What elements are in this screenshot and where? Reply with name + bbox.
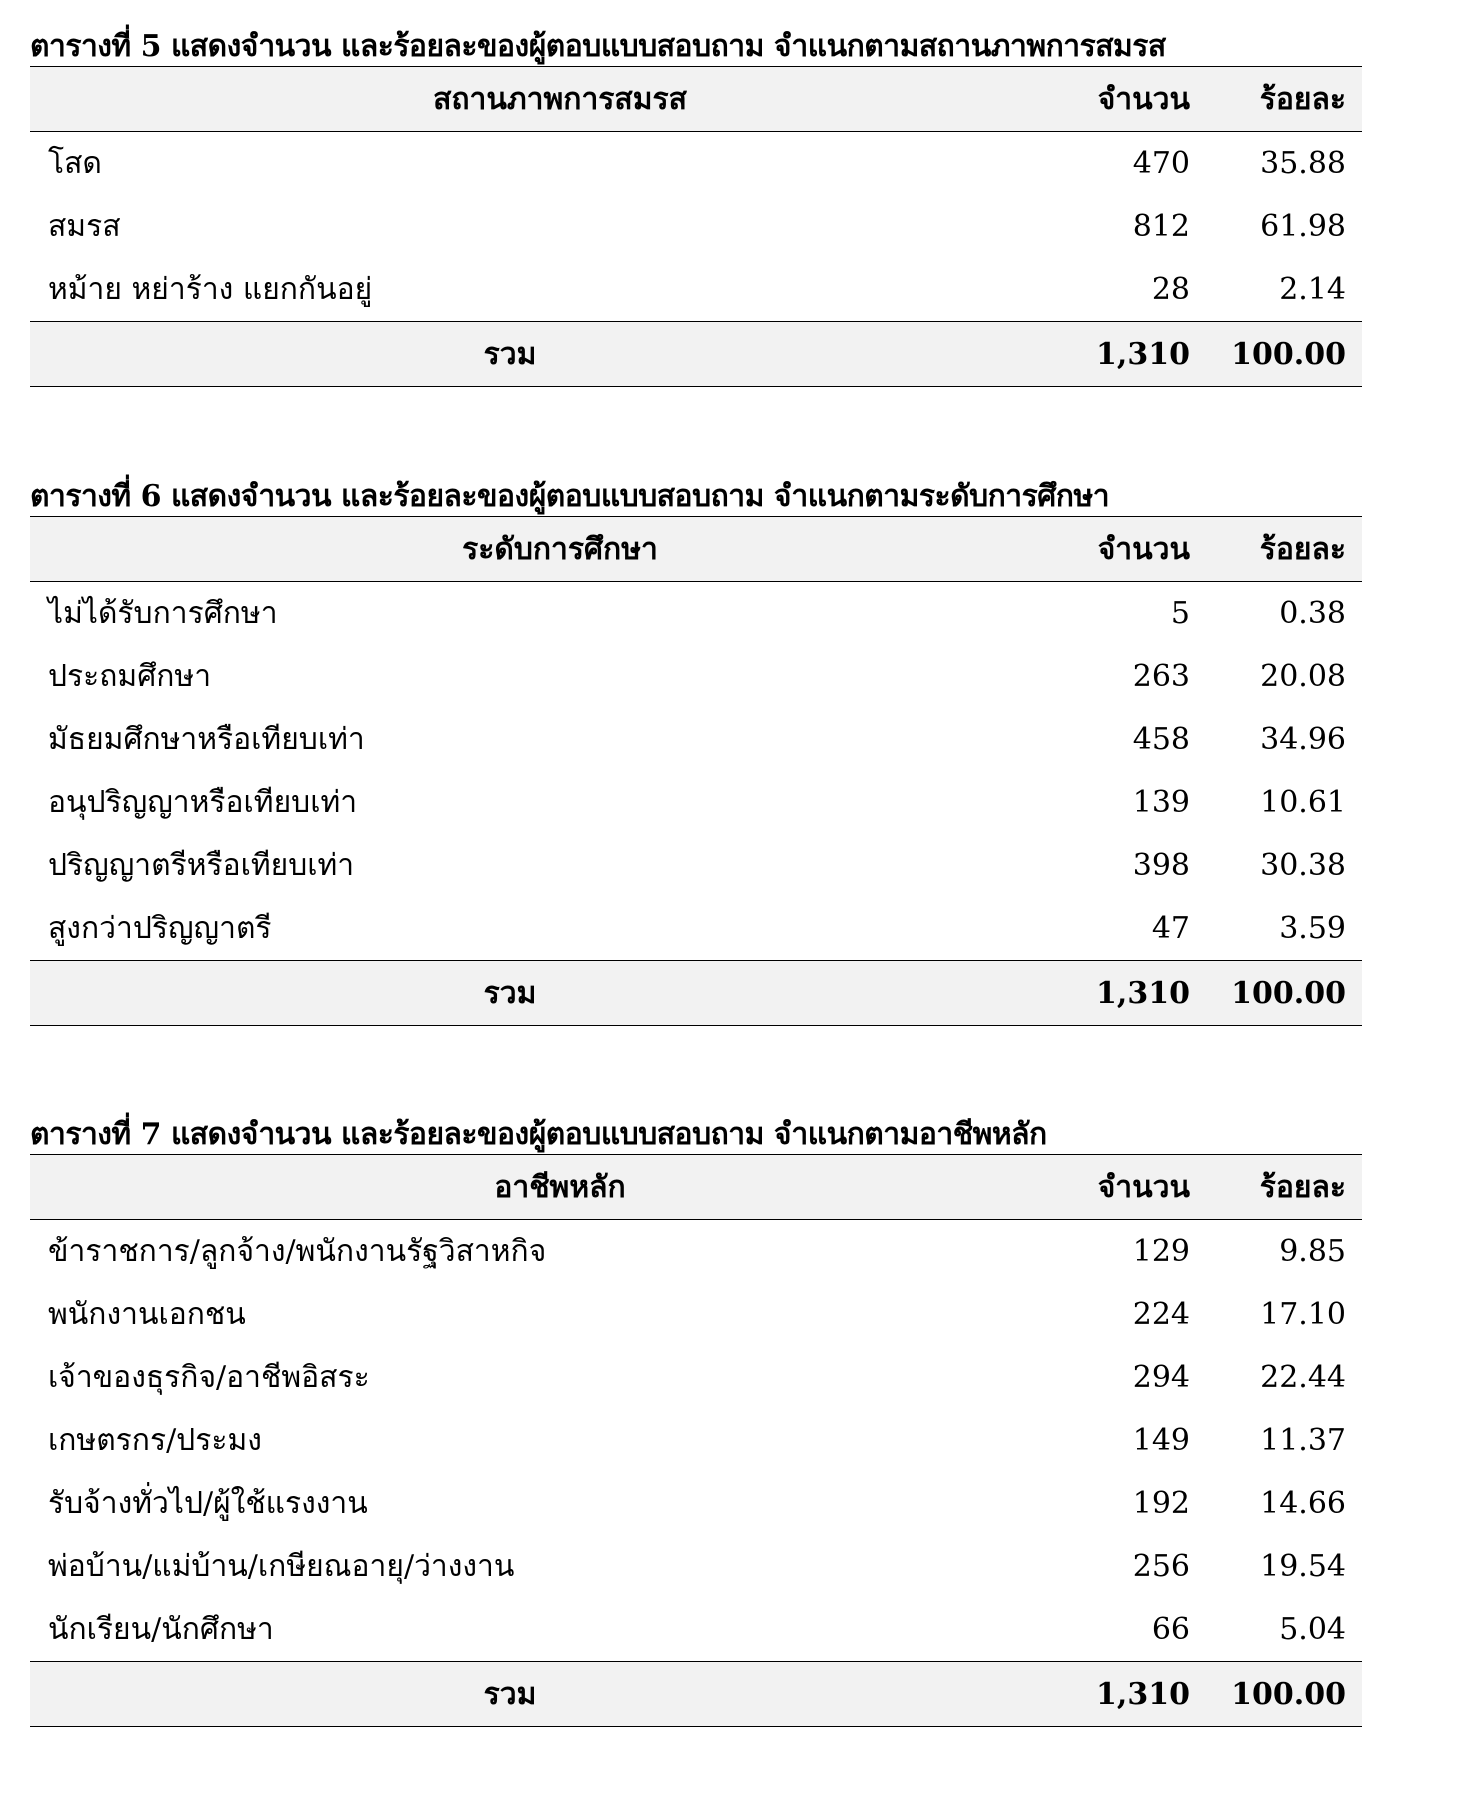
table-row xyxy=(30,708,1362,771)
table-row xyxy=(30,771,1362,834)
row-label: สมรส xyxy=(48,209,121,244)
total-row xyxy=(30,322,1362,387)
table-caption: ตารางที่ 7 แสดงจำนวน และร้อยละของผู้ตอบแบบสอบถาม จำแนกตามอาชีพหลัก xyxy=(30,1117,1047,1152)
row-percent: 10.61 xyxy=(1260,785,1346,820)
row-label: มัธยมศึกษาหรือเทียบเท่า xyxy=(48,722,365,757)
row-count: 66 xyxy=(1151,1612,1190,1647)
column-header-percent: ร้อยละ xyxy=(1259,531,1346,567)
table-row xyxy=(30,1598,1362,1662)
row-count: 47 xyxy=(1151,911,1190,946)
row-count: 263 xyxy=(1132,659,1190,694)
total-percent: 100.00 xyxy=(1231,336,1346,372)
table-caption: ตารางที่ 6 แสดงจำนวน และร้อยละของผู้ตอบแบบสอบถาม จำแนกตามระดับการศึกษา xyxy=(30,479,1110,514)
total-count: 1,310 xyxy=(1096,336,1190,372)
row-percent: 19.54 xyxy=(1260,1549,1346,1584)
table-caption: ตารางที่ 5 แสดงจำนวน และร้อยละของผู้ตอบแบบสอบถาม จำแนกตามสถานภาพการสมรส xyxy=(30,29,1166,64)
total-label: รวม xyxy=(483,336,537,372)
row-label: รับจ้างทั่วไป/ผู้ใช้แรงงาน xyxy=(48,1486,368,1521)
row-percent: 35.88 xyxy=(1260,146,1346,181)
row-count: 458 xyxy=(1132,722,1190,757)
table-education-level xyxy=(30,478,1362,1026)
column-header-count: จำนวน xyxy=(1097,531,1190,567)
row-percent: 20.08 xyxy=(1260,659,1346,694)
table-row xyxy=(30,132,1362,196)
column-header-category: สถานภาพการสมรส xyxy=(433,81,687,117)
table-row xyxy=(30,195,1362,258)
row-label: สูงกว่าปริญญาตรี xyxy=(48,911,272,946)
table-row xyxy=(30,834,1362,897)
row-percent: 30.38 xyxy=(1260,848,1346,883)
row-label: นักเรียน/นักศึกษา xyxy=(48,1612,274,1647)
table-row xyxy=(30,1346,1362,1409)
column-header-count: จำนวน xyxy=(1097,1169,1190,1205)
row-percent: 9.85 xyxy=(1279,1234,1346,1269)
table-row xyxy=(30,1220,1362,1284)
row-label: โสด xyxy=(48,146,102,181)
row-count: 224 xyxy=(1132,1297,1190,1332)
data-table xyxy=(30,1154,1362,1727)
row-label: พนักงานเอกชน xyxy=(48,1297,246,1332)
row-label: ข้าราชการ/ลูกจ้าง/พนักงานรัฐวิสาหกิจ xyxy=(48,1234,547,1269)
row-count: 5 xyxy=(1170,596,1190,631)
row-percent: 2.14 xyxy=(1279,272,1346,307)
table-row xyxy=(30,1283,1362,1346)
row-count: 129 xyxy=(1132,1234,1190,1269)
row-count: 470 xyxy=(1132,146,1190,181)
table-row xyxy=(30,582,1362,646)
row-label: พ่อบ้าน/แม่บ้าน/เกษียณอายุ/ว่างงาน xyxy=(48,1549,515,1584)
row-label: ปริญญาตรีหรือเทียบเท่า xyxy=(48,848,355,883)
row-percent: 17.10 xyxy=(1260,1297,1346,1332)
total-row xyxy=(30,961,1362,1026)
row-count: 139 xyxy=(1132,785,1190,820)
header-row xyxy=(30,1155,1362,1220)
total-label: รวม xyxy=(483,975,537,1011)
total-percent: 100.00 xyxy=(1231,1676,1346,1712)
data-table xyxy=(30,516,1362,1026)
row-label: เกษตรกร/ประมง xyxy=(48,1423,262,1458)
total-count: 1,310 xyxy=(1096,975,1190,1011)
column-header-percent: ร้อยละ xyxy=(1259,1169,1346,1205)
data-table xyxy=(30,66,1362,387)
column-header-percent: ร้อยละ xyxy=(1259,81,1346,117)
header-row xyxy=(30,67,1362,132)
row-label: เจ้าของธุรกิจ/อาชีพอิสระ xyxy=(48,1360,370,1395)
row-count: 294 xyxy=(1132,1360,1190,1395)
row-count: 149 xyxy=(1132,1423,1190,1458)
table-row xyxy=(30,1472,1362,1535)
row-label: ประถมศึกษา xyxy=(48,659,212,694)
row-percent: 22.44 xyxy=(1260,1360,1346,1395)
table-row xyxy=(30,645,1362,708)
table-row xyxy=(30,1535,1362,1598)
row-percent: 0.38 xyxy=(1279,596,1346,631)
table-row xyxy=(30,897,1362,961)
row-count: 398 xyxy=(1132,848,1190,883)
row-percent: 3.59 xyxy=(1279,911,1346,946)
total-row xyxy=(30,1662,1362,1727)
column-header-category: อาชีพหลัก xyxy=(494,1169,626,1205)
table-marital-status xyxy=(30,28,1362,387)
column-header-category: ระดับการศึกษา xyxy=(462,531,658,567)
row-percent: 11.37 xyxy=(1260,1423,1346,1458)
row-count: 28 xyxy=(1151,272,1190,307)
table-main-occupation xyxy=(30,1116,1362,1727)
row-count: 256 xyxy=(1132,1549,1190,1584)
row-label: ไม่ได้รับการศึกษา xyxy=(48,596,278,631)
row-percent: 14.66 xyxy=(1260,1486,1346,1521)
column-header-count: จำนวน xyxy=(1097,81,1190,117)
row-label: หม้าย หย่าร้าง แยกกันอยู่ xyxy=(48,272,373,307)
row-count: 812 xyxy=(1132,209,1190,244)
row-percent: 34.96 xyxy=(1260,722,1346,757)
table-row xyxy=(30,1409,1362,1472)
header-row xyxy=(30,517,1362,582)
row-percent: 5.04 xyxy=(1279,1612,1346,1647)
row-count: 192 xyxy=(1132,1486,1190,1521)
row-label: อนุปริญญาหรือเทียบเท่า xyxy=(48,785,358,820)
table-row xyxy=(30,258,1362,322)
total-count: 1,310 xyxy=(1096,1676,1190,1712)
total-percent: 100.00 xyxy=(1231,975,1346,1011)
row-percent: 61.98 xyxy=(1260,209,1346,244)
total-label: รวม xyxy=(483,1676,537,1712)
